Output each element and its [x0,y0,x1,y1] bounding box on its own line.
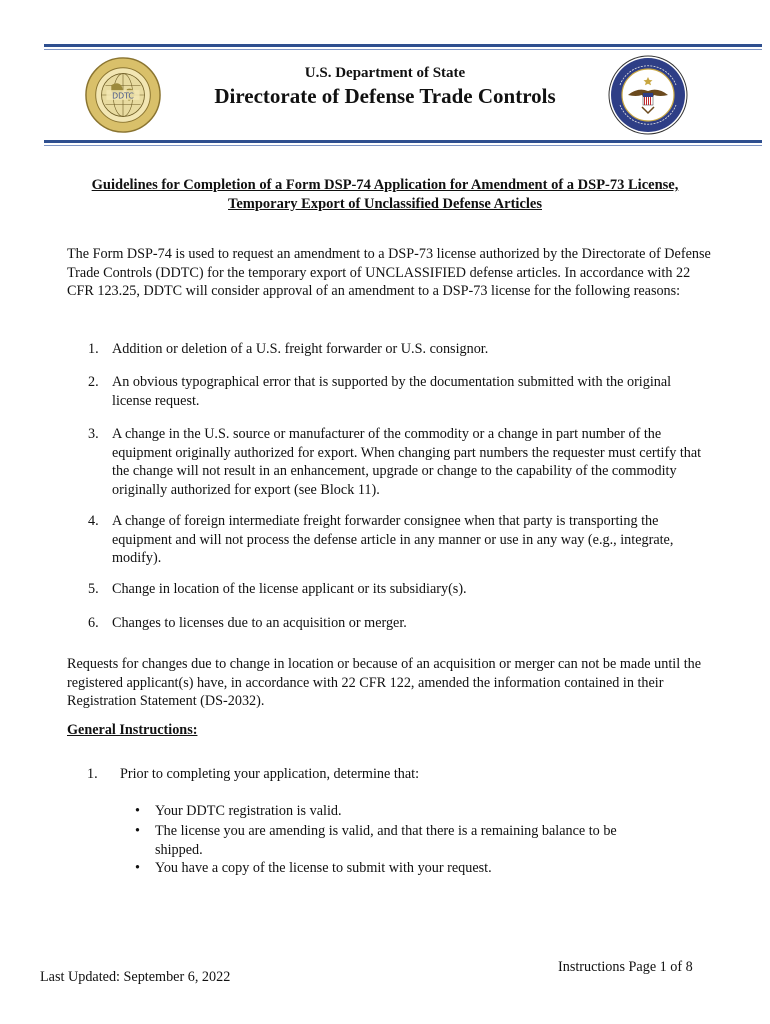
list-item-text: Addition or deletion of a U.S. freight forwarder or U.S. consignor. [112,341,489,357]
intro-paragraph: The Form DSP-74 is used to request an amendment to a DSP-73 license authorized by the Directorate of Defense Trade Controls (DDTC) for the temporary export of UNCLASSIFIED defense articles. In accordance with 22 CFR 123.25, DDTC will consider approval of an amendment to a DSP-73 license for the following reasons: [67,246,711,299]
list-item-text: An obvious typographical error that is supported by the documentation submitted with the original license request. [112,374,672,409]
list-item-number: 2. [88,374,99,390]
bullet-text: Your DDTC registration is valid. [155,803,342,819]
directorate-name: Directorate of Defense Trade Controls [214,84,556,108]
list-item-text: A change in the U.S. source or manufacturer of the commodity or a change in part number of the equipment originally authorized for export. When changing part numbers the requester must certify that the change will not result in an enhancement, upgrade or change to the capability of the commodity originally authorized for export (see Block 11). [112,426,702,498]
bullet-icon: • [135,860,140,876]
bullet-icon: • [135,823,140,839]
list-item-number: 3. [88,426,99,442]
bullet-text: You have a copy of the license to submit with your request. [155,860,492,876]
list-item-number: 5. [88,581,99,597]
header-rule-bottom [44,140,762,143]
header-rule-top [44,44,762,47]
list-item-text: Changes to licenses due to an acquisition or merger. [112,615,407,631]
list-item-number: 1. [88,341,99,357]
requests-paragraph: Requests for changes due to change in location or because of an acquisition or merger can not be made until the registered applicant(s) have, in accordance with 22 CFR 122, amended the information contained in their Registration Statement (DS-2032). [67,656,702,709]
step-number: 1. [87,766,98,782]
list-item-number: 6. [88,615,99,631]
page-number: Instructions Page 1 of 8 [558,959,693,975]
list-item-text: Change in location of the license applicant or its subsidiary(s). [112,581,467,597]
list-item-text: A change of foreign intermediate freight forwarder consignee when that party is transporting the equipment and will not process the defense article in any manner or use in any way (e.g., integrate, modify). [112,513,674,566]
general-instructions-heading: General Instructions: [67,722,198,738]
last-updated: Last Updated: September 6, 2022 [40,969,231,985]
bullet-text: The license you are amending is valid, and that there is a remaining balance to be shipped. [155,823,617,858]
title-line-1: Guidelines for Completion of a Form DSP-74 Application for Amendment of a DSP-73 License, [91,177,679,193]
step-text: Prior to completing your application, determine that: [120,766,420,782]
bullet-icon: • [135,803,140,819]
document-title [60,176,710,214]
header-rule-top-thin [44,49,762,50]
title-line-2: Temporary Export of Unclassified Defense Articles [228,196,542,212]
header-rule-bottom-thin [44,145,762,146]
ddtc-seal-text: DDTC [112,91,134,101]
list-item-number: 4. [88,513,99,529]
department-name: U.S. Department of State [304,65,466,81]
